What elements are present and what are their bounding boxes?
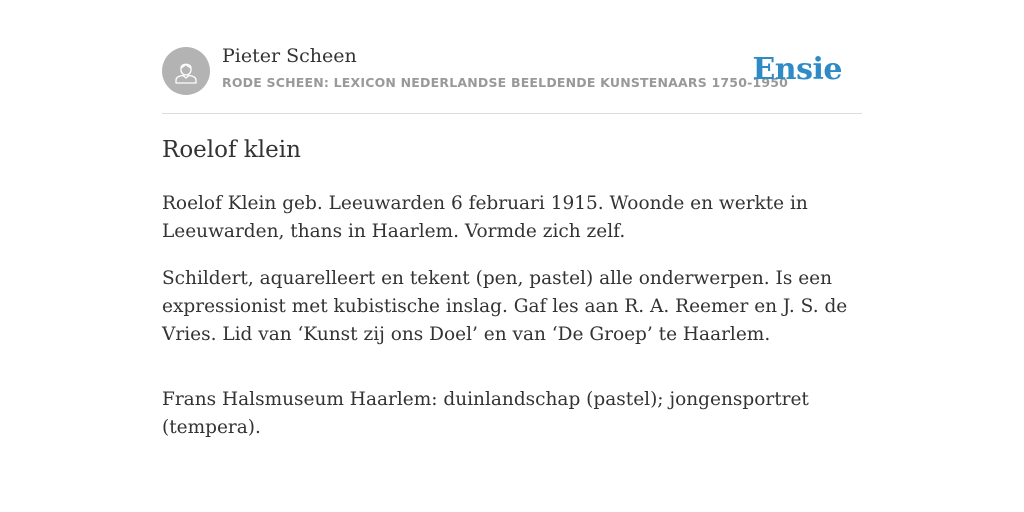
author-name[interactable]: Pieter Scheen <box>222 45 357 67</box>
article-paragraph: Roelof Klein geb. Leeuwarden 6 februari 1915. Woonde en werkte in Leeuwarden, thans in Haarlem. Vormde zich zelf. <box>162 193 808 242</box>
author-avatar[interactable] <box>162 47 210 95</box>
person-icon <box>173 58 199 84</box>
brand-logo[interactable]: Ensie <box>752 52 842 87</box>
article-title: Roelof klein <box>162 137 301 163</box>
article-body <box>162 190 862 461</box>
article-header <box>162 0 862 114</box>
article-card <box>162 0 862 438</box>
article-paragraph: Frans Halsmuseum Haarlem: duinlandschap (pastel); jongensportret (tempera). <box>162 389 809 438</box>
article-paragraph: Schildert, aquarelleert en tekent (pen, pastel) alle onderwerpen. Is een expressionist met kubistische inslag. Gaf les aan R. A. Reemer en J. S. de Vries. Lid van ‘Kunst zij ons Doel’ en van ‘De Groep’ te Haarlem. <box>162 268 848 345</box>
source-title[interactable]: RODE SCHEEN: LEXICON NEDERLANDSE BEELDENDE KUNSTENAARS 1750-1950 <box>222 75 789 90</box>
